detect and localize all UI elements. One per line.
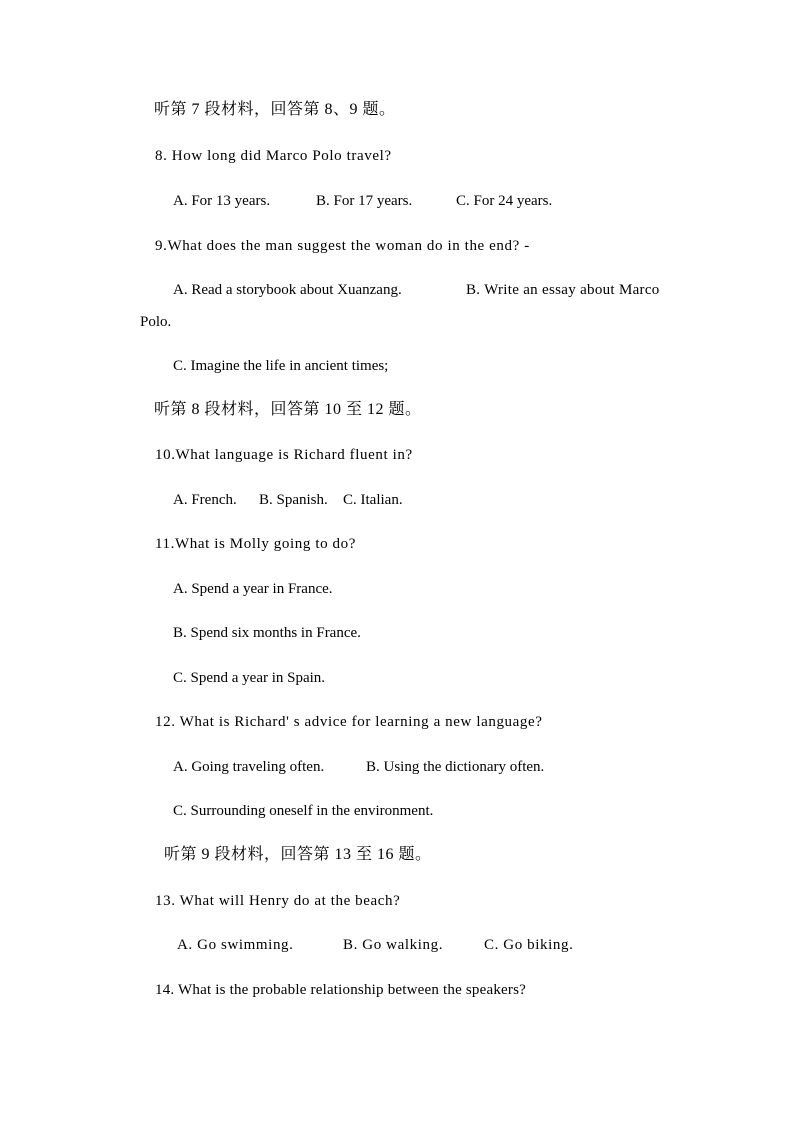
question-10: 10.What language is Richard fluent in?: [155, 447, 413, 463]
section-header-7: 听第 7 段材料，回答第 8、9 题。: [154, 101, 396, 118]
question-12: 12. What is Richard' s advice for learning a new language?: [155, 714, 543, 730]
question-8: 8. How long did Marco Polo travel?: [155, 148, 392, 164]
question-9-option-c: C. Imagine the life in ancient times;: [173, 358, 389, 374]
question-12-option-b: B. Using the dictionary often.: [366, 759, 545, 775]
question-12-option-c: C. Surrounding oneself in the environment.: [173, 803, 434, 819]
question-11-option-c: C. Spend a year in Spain.: [173, 670, 326, 686]
question-10-option-b: B. Spanish.: [259, 492, 328, 508]
question-13-option-c: C. Go biking.: [484, 937, 574, 953]
question-14: 14. What is the probable relationship between the speakers?: [155, 982, 526, 998]
question-13-option-b: B. Go walking.: [343, 937, 444, 953]
question-8-option-b: B. For 17 years.: [316, 193, 413, 209]
question-12-option-a: A. Going traveling often.: [173, 759, 325, 775]
question-8-option-a: A. For 13 years.: [173, 193, 271, 209]
question-9-option-b: B. Write an essay about Marco: [466, 282, 660, 298]
question-13: 13. What will Henry do at the beach?: [155, 893, 401, 909]
question-11-option-a: A. Spend a year in France.: [173, 581, 333, 597]
question-13-option-a: A. Go swimming.: [177, 937, 294, 953]
question-9: 9.What does the man suggest the woman do in the end? -: [155, 238, 530, 254]
question-8-option-c: C. For 24 years.: [456, 193, 553, 209]
section-header-8: 听第 8 段材料，回答第 10 至 12 题。: [154, 401, 422, 418]
question-10-option-c: C. Italian.: [343, 492, 403, 508]
question-9-option-b-continued: Polo.: [140, 314, 172, 330]
section-header-9: 听第 9 段材料，回答第 13 至 16 题。: [164, 846, 432, 863]
question-11: 11.What is Molly going to do?: [155, 536, 356, 552]
question-11-option-b: B. Spend six months in France.: [173, 625, 361, 641]
question-9-option-a: A. Read a storybook about Xuanzang.: [173, 282, 402, 298]
question-10-option-a: A. French.: [173, 492, 237, 508]
